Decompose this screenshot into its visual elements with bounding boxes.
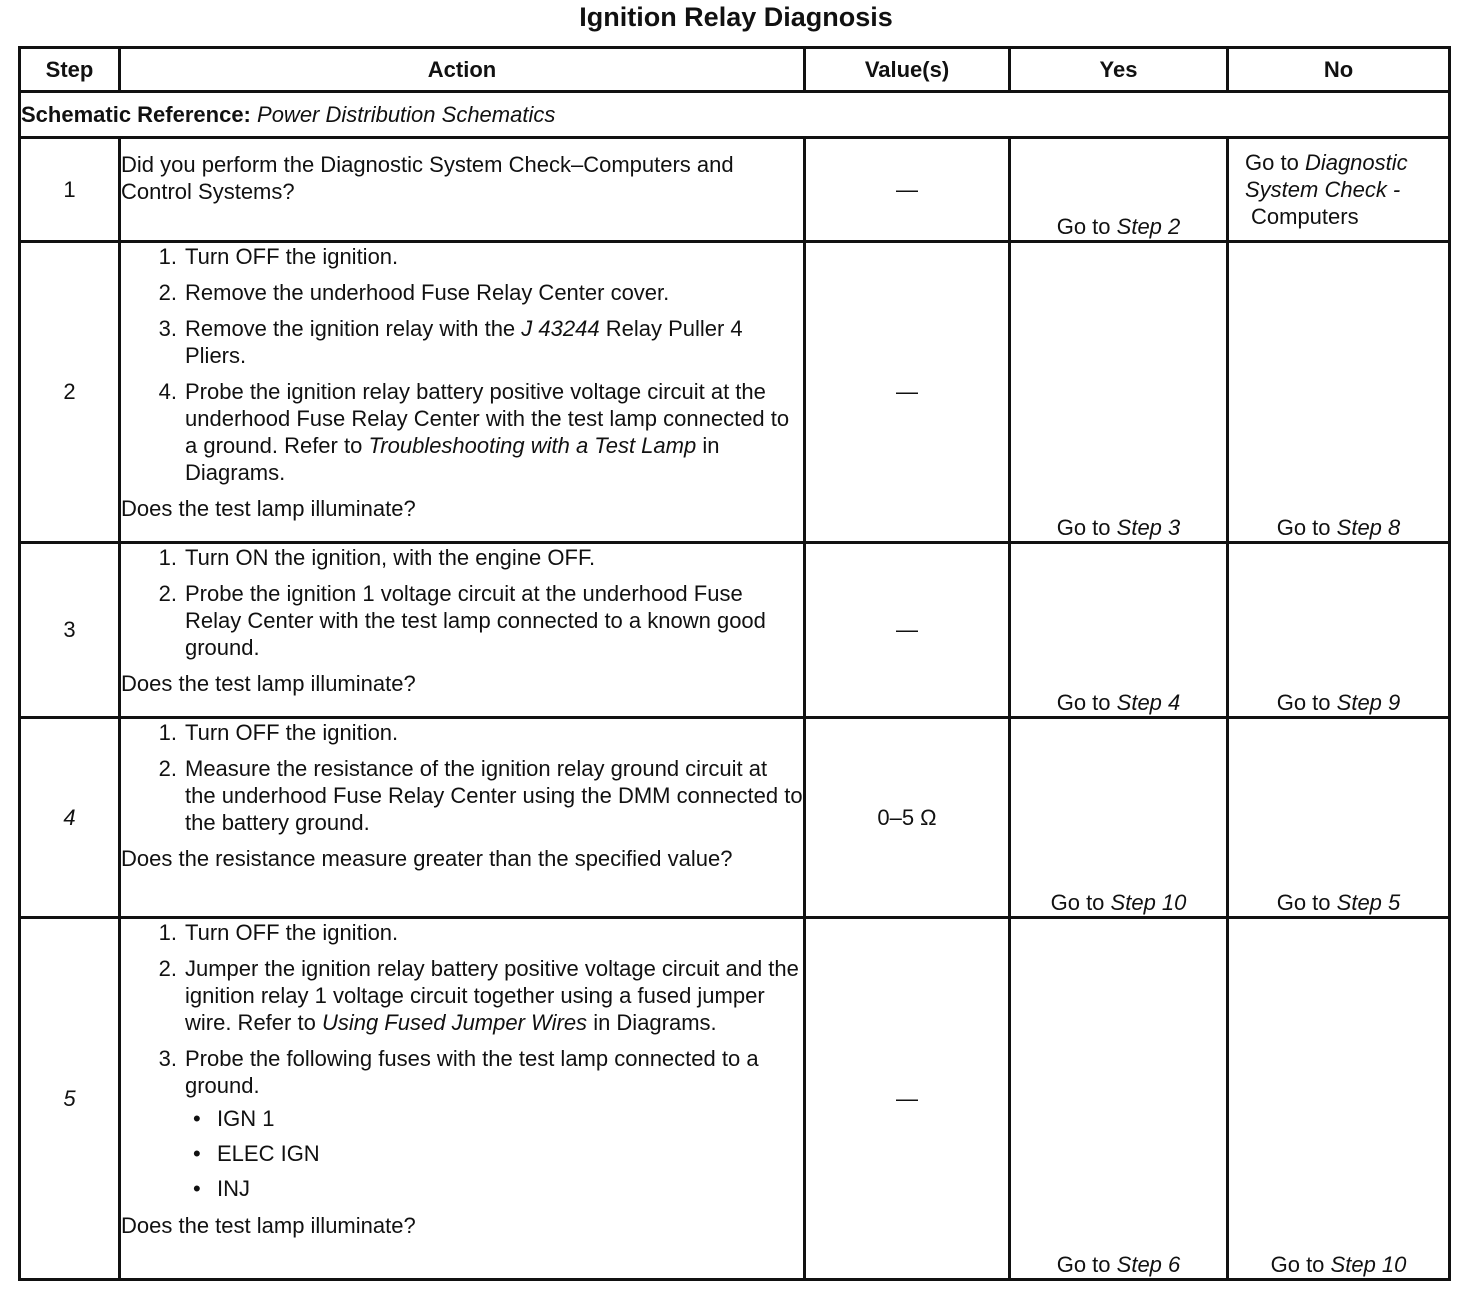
diagnosis-table (18, 46, 1451, 1281)
goto-label: Go to (1245, 150, 1299, 175)
goto-label: Go to (1056, 690, 1111, 715)
schematic-reference-row (20, 92, 1450, 138)
no-cell (1228, 138, 1450, 242)
action-step (143, 580, 803, 661)
action-text (120, 718, 805, 918)
step-text (185, 1045, 803, 1210)
step-text-pre: Remove the ignition relay with the (185, 316, 516, 341)
step-text: Turn OFF the ignition. (185, 920, 399, 945)
no-step-link: Step 10 (1330, 1252, 1407, 1277)
no-step-link: Diagnostic System Check - (1245, 150, 1408, 202)
schematic-reference-link: Power Distribution Schematics (257, 101, 556, 127)
step-text: Turn ON the ignition, with the engine OFF. (185, 545, 596, 570)
header-values: Value(s) (805, 48, 1010, 92)
no-cell (1228, 543, 1450, 718)
no-cell (1228, 242, 1450, 543)
fuse-list (185, 1105, 803, 1202)
action-question: Does the test lamp illuminate? (121, 671, 416, 696)
step-num: 2. (158, 756, 177, 781)
goto-label: Go to (1276, 890, 1331, 915)
goto-label: Go to (1056, 1252, 1111, 1277)
list-item (193, 1175, 803, 1202)
step-num: 2. (158, 956, 177, 981)
fuse-name: ELEC IGN (217, 1141, 320, 1166)
yes-cell (1010, 543, 1228, 718)
action-step (143, 1045, 803, 1210)
value-cell: — (805, 918, 1010, 1280)
action-text (120, 242, 805, 543)
goto-label: Go to (1270, 1252, 1325, 1277)
step-num: 1. (158, 920, 177, 945)
value-cell: 0–5 Ω (805, 718, 1010, 918)
no-step-link: Step 9 (1336, 690, 1401, 715)
step-text-post: in Diagrams. (185, 433, 720, 485)
step-text-post: Relay Puller 4 Pliers. (185, 316, 743, 368)
table-row (20, 718, 1450, 918)
step-text (185, 378, 803, 486)
action-steps (121, 544, 803, 661)
step-num: 1. (158, 545, 177, 570)
tool-ref: J 43244 (521, 316, 600, 341)
doc-ref: Using Fused Jumper Wires (321, 1010, 588, 1035)
list-item (193, 1105, 803, 1132)
value-cell: — (805, 543, 1010, 718)
yes-step-link: Step 4 (1116, 690, 1181, 715)
no-step-link: Step 5 (1336, 890, 1401, 915)
action-step (143, 719, 803, 746)
step-num: 4. (158, 379, 177, 404)
action-steps (121, 719, 803, 836)
bullet: • (193, 1141, 201, 1166)
step-number: 3 (20, 543, 120, 718)
action-text (120, 918, 805, 1280)
action-step (143, 755, 803, 836)
page-title: Ignition Relay Diagnosis (579, 2, 893, 32)
action-step (143, 243, 803, 270)
table-row (20, 543, 1450, 718)
step-text-pre: Jumper the ignition relay battery positive voltage circuit and the ignition relay 1 voltage circuit together using a fused jumper wire. Refer to (185, 956, 799, 1035)
header-step: Step (20, 48, 120, 92)
yes-step-link: Step 2 (1116, 214, 1181, 239)
action-question: Did you perform the Diagnostic System Check–Computers and Control Systems? (121, 152, 734, 204)
header-yes: Yes (1010, 48, 1228, 92)
action-question: Does the test lamp illuminate? (121, 1213, 416, 1238)
step-text: Probe the ignition 1 voltage circuit at the underhood Fuse Relay Center with the test lamp connected to a known good ground. (185, 581, 766, 660)
step-num: 1. (158, 720, 177, 745)
step-text-pre: Probe the following fuses with the test lamp connected to a ground. (185, 1046, 759, 1098)
action-text (120, 138, 805, 242)
goto-label: Go to (1056, 214, 1111, 239)
no-cell (1228, 718, 1450, 918)
step-num: 2. (158, 280, 177, 305)
action-question: Does the test lamp illuminate? (121, 496, 416, 521)
header-row (20, 48, 1450, 92)
schematic-reference-label: Schematic Reference: (21, 101, 251, 127)
step-text (185, 315, 803, 369)
step-number: 4 (20, 718, 120, 918)
list-item (193, 1140, 803, 1167)
fuse-name: INJ (217, 1176, 250, 1201)
table-row (20, 138, 1450, 242)
value-cell: — (805, 138, 1010, 242)
step-number: 1 (20, 138, 120, 242)
action-step (143, 544, 803, 571)
fuse-name: IGN 1 (217, 1106, 275, 1131)
action-step (143, 919, 803, 946)
goto-label: Go to (1276, 515, 1331, 540)
step-text: Turn OFF the ignition. (185, 244, 399, 269)
step-text-post: in Diagrams. (593, 1010, 717, 1035)
schematic-reference (20, 92, 1450, 138)
action-text (120, 543, 805, 718)
yes-cell (1010, 242, 1228, 543)
yes-step-link: Step 10 (1110, 890, 1187, 915)
step-number: 2 (20, 242, 120, 543)
action-step (143, 315, 803, 369)
action-steps (121, 243, 803, 486)
doc-ref: Troubleshooting with a Test Lamp (368, 433, 697, 458)
goto-label: Go to (1050, 890, 1105, 915)
step-text (185, 955, 803, 1036)
table-row (20, 242, 1450, 543)
action-step (143, 279, 803, 306)
no-cell (1228, 918, 1450, 1280)
step-num: 1. (158, 244, 177, 269)
yes-cell (1010, 138, 1228, 242)
bullet: • (193, 1176, 201, 1201)
step-text: Turn OFF the ignition. (185, 720, 399, 745)
action-question: Does the resistance measure greater than the specified value? (121, 846, 733, 871)
header-no: No (1228, 48, 1450, 92)
yes-step-link: Step 6 (1116, 1252, 1181, 1277)
action-step (143, 955, 803, 1036)
action-step (143, 378, 803, 486)
step-text: Measure the resistance of the ignition relay ground circuit at the underhood Fuse Relay Center using the DMM connected to the battery ground. (185, 756, 803, 835)
action-steps (121, 919, 803, 1210)
goto-label: Go to (1056, 515, 1111, 540)
step-text-pre: Probe the ignition relay battery positive voltage circuit at the underhood Fuse Relay Center with the test lamp connected to a ground. Refer to (185, 379, 790, 458)
yes-cell (1010, 918, 1228, 1280)
value-cell: — (805, 242, 1010, 543)
no-step-suffix: Computers (1251, 204, 1359, 229)
bullet: • (193, 1106, 201, 1131)
yes-step-link: Step 3 (1116, 515, 1181, 540)
step-num: 3. (158, 316, 177, 341)
step-num: 3. (158, 1046, 177, 1071)
header-action: Action (120, 48, 805, 92)
yes-cell (1010, 718, 1228, 918)
table-row (20, 918, 1450, 1280)
goto-label: Go to (1276, 690, 1331, 715)
step-num: 2. (158, 581, 177, 606)
no-step-link: Step 8 (1336, 515, 1401, 540)
step-number: 5 (20, 918, 120, 1280)
step-text: Remove the underhood Fuse Relay Center cover. (185, 280, 670, 305)
